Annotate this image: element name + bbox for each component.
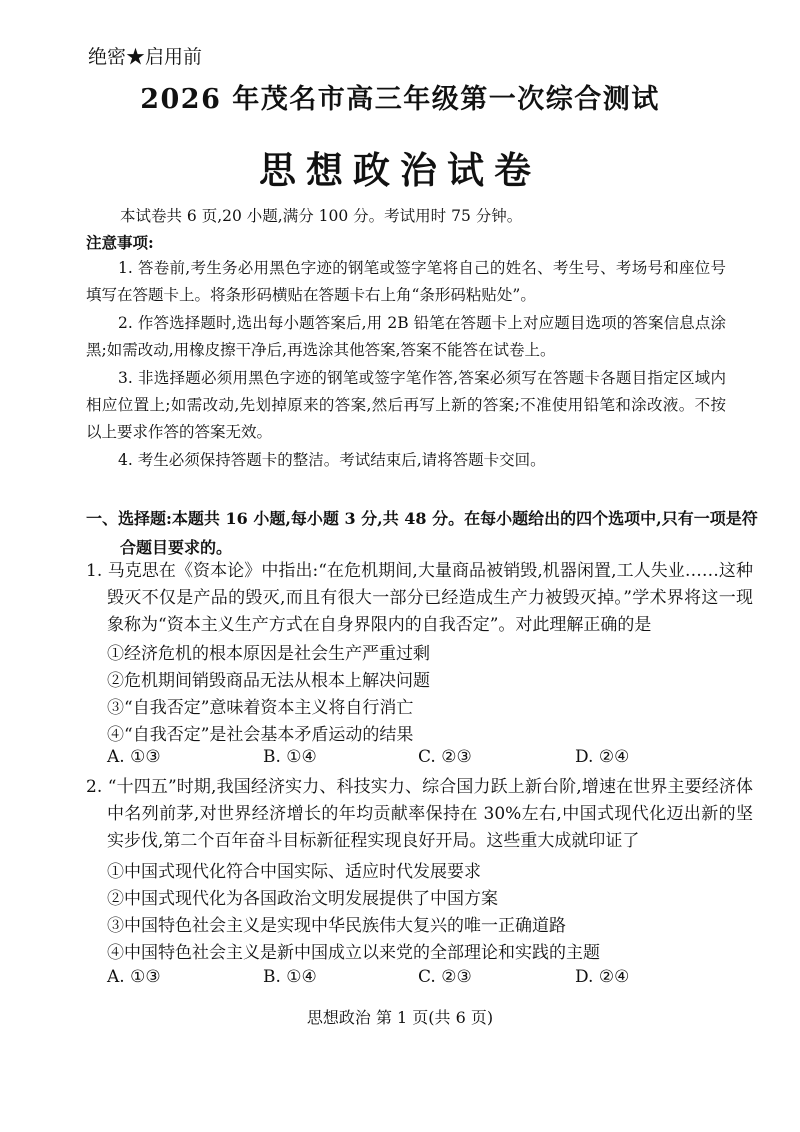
question-stem: 2. “十四五”时期,我国经济实力、科技实力、综合国力跃上新台阶,增速在世界主要经济体中名列前茅,对世界经济增长的年均贡献率保持在 30%左右,中国式现代化迈出新的坚实步伐,第二个百年奋斗目标新征程实现良好开局。这些重大成就印证了 xyxy=(86,777,753,851)
question-option: ④中国特色社会主义是新中国成立以来党的全部理论和实践的主题 xyxy=(107,943,600,963)
notice-item: 2. 作答选择题时,选出每小题答案后,用 2B 铅笔在答题卡上对应题目选项的答案信息点涂黑;如需改动,用橡皮擦干净后,再选涂其他答案,答案不能答在试卷上。 xyxy=(86,314,726,359)
question-option: ③“自我否定”意味着资本主义将自行消亡 xyxy=(107,698,414,718)
question-option: ②危机期间销毁商品无法从根本上解决问题 xyxy=(107,671,430,691)
notice-item: 3. 非选择题必须用黑色字迹的钢笔或签字笔作答,答案必须写在答题卡各题目指定区域内相应位置上;如需改动,先划掉原来的答案,然后再写上新的答案;不准使用铅笔和涂改液。不按以上要求作答的答案无效。 xyxy=(86,369,726,441)
exam-title: 2026 年茂名市高三年级第一次综合测试 xyxy=(140,84,660,115)
question-option: ①中国式现代化符合中国实际、适应时代发展要求 xyxy=(107,862,481,882)
question-option: ②中国式现代化为各国政治文明发展提供了中国方案 xyxy=(107,889,498,909)
notice-heading: 注意事项: xyxy=(86,233,154,252)
answer-choice-b[interactable]: B. ①④ xyxy=(263,747,317,767)
answer-choice-a[interactable]: A. ①③ xyxy=(107,967,161,987)
answer-choice-c[interactable]: C. ②③ xyxy=(418,967,472,987)
answer-choice-b[interactable]: B. ①④ xyxy=(263,967,317,987)
question-option: ④“自我否定”是社会基本矛盾运动的结果 xyxy=(107,725,414,745)
answer-choice-d[interactable]: D. ②④ xyxy=(575,967,630,987)
subject-title: 思想政治试卷 xyxy=(259,148,541,192)
question-stem: 1. 马克思在《资本论》中指出:“在危机期间,大量商品被销毁,机器闲置,工人失业……这种毁灭不仅是产品的毁灭,而且有很大一部分已经造成生产力被毁灭掉。”学术界将这一现象称为“资本主义生产方式在自身界限内的自我否定”。对此理解正确的是 xyxy=(86,561,753,635)
exam-intro: 本试卷共 6 页,20 小题,满分 100 分。考试用时 75 分钟。 xyxy=(120,207,523,225)
secret-mark: 绝密★启用前 xyxy=(88,46,203,68)
answer-choice-c[interactable]: C. ②③ xyxy=(418,747,472,767)
notice-item: 1. 答卷前,考生务必用黑色字迹的钢笔或签字笔将自己的姓名、考生号、考场号和座位号填写在答题卡上。将条形码横贴在答题卡右上角“条形码粘贴处”。 xyxy=(86,259,726,304)
answer-choice-a[interactable]: A. ①③ xyxy=(107,747,161,767)
question-option: ③中国特色社会主义是实现中华民族伟大复兴的唯一正确道路 xyxy=(107,916,566,936)
section-heading: 一、选择题:本题共 16 小题,每小题 3 分,共 48 分。在每小题给出的四个选项中,只有一项是符合题目要求的。 xyxy=(86,509,758,557)
page-footer: 思想政治 第 1 页(共 6 页) xyxy=(306,1008,494,1027)
question-option: ①经济危机的根本原因是社会生产严重过剩 xyxy=(107,644,430,664)
notice-item: 4. 考生必须保持答题卡的整洁。考试结束后,请将答题卡交回。 xyxy=(118,451,546,469)
answer-choice-d[interactable]: D. ②④ xyxy=(575,747,630,767)
